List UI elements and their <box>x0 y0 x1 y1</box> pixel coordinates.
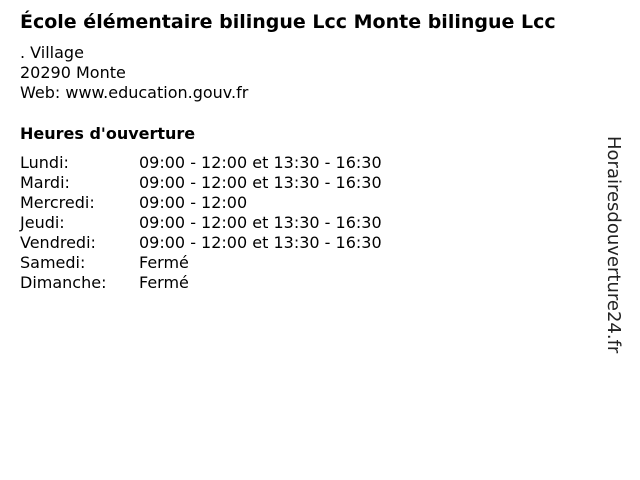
hours-heading: Heures d'ouverture <box>20 124 196 143</box>
website-line: Web: www.education.gouv.fr <box>20 83 249 102</box>
time-range: 09:00 - 12:00 et 13:30 - 16:30 <box>139 233 382 252</box>
day-label: Lundi: <box>20 153 69 172</box>
hours-row-saturday <box>20 253 382 273</box>
time-range: Fermé <box>139 253 189 272</box>
day-label: Jeudi: <box>20 213 65 232</box>
hours-row-wednesday <box>20 193 382 213</box>
school-title: École élémentaire bilingue Lcc Monte bilingue Lcc <box>20 11 556 33</box>
day-label: Mercredi: <box>20 193 95 212</box>
day-label: Samedi: <box>20 253 86 272</box>
day-label: Vendredi: <box>20 233 96 252</box>
site-watermark: Horairesdouverture24.fr <box>603 136 624 354</box>
school-address <box>20 43 248 103</box>
hours-row-tuesday <box>20 173 382 193</box>
time-range: 09:00 - 12:00 et 13:30 - 16:30 <box>139 153 382 172</box>
address-line-2: 20290 Monte <box>20 63 126 82</box>
hours-table <box>20 153 382 293</box>
day-label: Mardi: <box>20 173 70 192</box>
time-range: 09:00 - 12:00 et 13:30 - 16:30 <box>139 213 382 232</box>
time-range: Fermé <box>139 273 189 292</box>
hours-row-monday <box>20 153 382 173</box>
hours-row-thursday <box>20 213 382 233</box>
time-range: 09:00 - 12:00 et 13:30 - 16:30 <box>139 173 382 192</box>
address-line-1: . Village <box>20 43 84 62</box>
hours-row-friday <box>20 233 382 253</box>
hours-row-sunday <box>20 273 382 293</box>
day-label: Dimanche: <box>20 273 107 292</box>
time-range: 09:00 - 12:00 <box>139 193 248 212</box>
